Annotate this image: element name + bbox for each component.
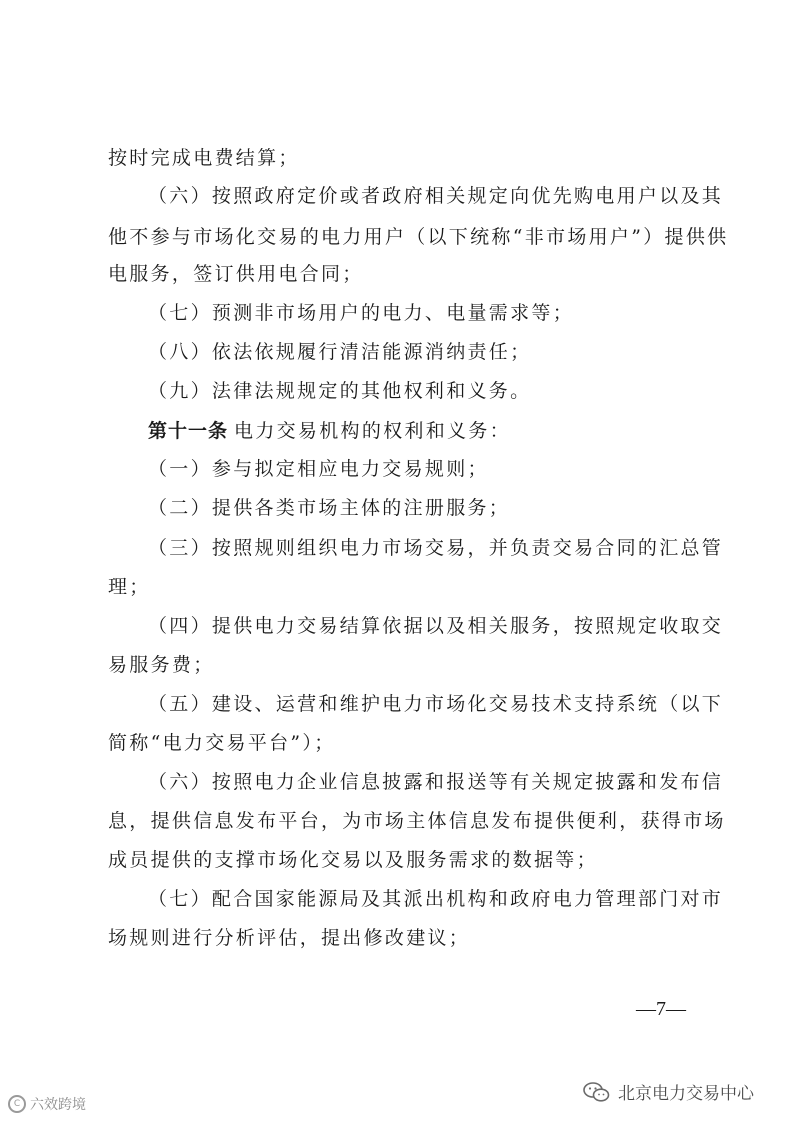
text-line: 理； — [108, 576, 151, 598]
text-line: （二）提供各类市场主体的注册服务； — [148, 497, 511, 519]
watermark — [8, 1094, 86, 1114]
text-line: （三）按照规则组织电力市场交易，并负责交易合同的汇总管 — [148, 537, 724, 559]
article-label: 第十一条 — [148, 420, 229, 442]
text-line: （五）建设、运营和维护电力市场化交易技术支持系统（以下 — [148, 693, 724, 715]
text-line: （四）提供电力交易结算依据以及相关服务，按照规定收取交 — [148, 615, 724, 637]
article-heading — [148, 419, 511, 443]
text-line: 按时完成电费结算； — [108, 147, 300, 169]
wechat-icon — [582, 1081, 610, 1103]
text-line: 场规则进行分析评估，提出修改建议； — [108, 927, 471, 949]
text-line: （八）依法依规履行清洁能源消纳责任； — [148, 341, 532, 363]
text-line: 他不参与市场化交易的电力用户（以下统称“非市场用户”）提供供 — [108, 226, 729, 248]
wechat-account-tag — [582, 1079, 754, 1104]
article-title: 电力交易机构的权利和义务： — [234, 420, 511, 442]
text-line: （一）参与拟定相应电力交易规则； — [148, 458, 489, 480]
text-line: 简称“电力交易平台”）； — [108, 732, 336, 754]
text-line: 电服务，签订供用电合同； — [108, 263, 364, 285]
text-line: （九）法律法规规定的其他权利和义务。 — [148, 380, 532, 402]
text-line: （七）预测非市场用户的电力、电量需求等； — [148, 302, 575, 324]
watermark-logo-icon: C — [8, 1095, 26, 1113]
text-line: （六）按照电力企业信息披露和报送等有关规定披露和发布信 — [148, 771, 724, 793]
page-number: —7— — [636, 998, 686, 1020]
text-line: 成员提供的支撑市场化交易以及服务需求的数据等； — [108, 849, 598, 871]
wechat-account-name: 北京电力交易中心 — [618, 1084, 754, 1104]
text-line: （六）按照政府定价或者政府相关规定向优先购电用户以及其 — [148, 185, 724, 207]
text-line: 易服务费； — [108, 654, 215, 676]
text-line: （七）配合国家能源局及其派出机构和政府电力管理部门对市 — [148, 888, 724, 910]
watermark-text: 六效跨境 — [30, 1097, 86, 1113]
text-line: 息，提供信息发布平台，为市场主体信息发布提供便利，获得市场 — [108, 810, 726, 832]
